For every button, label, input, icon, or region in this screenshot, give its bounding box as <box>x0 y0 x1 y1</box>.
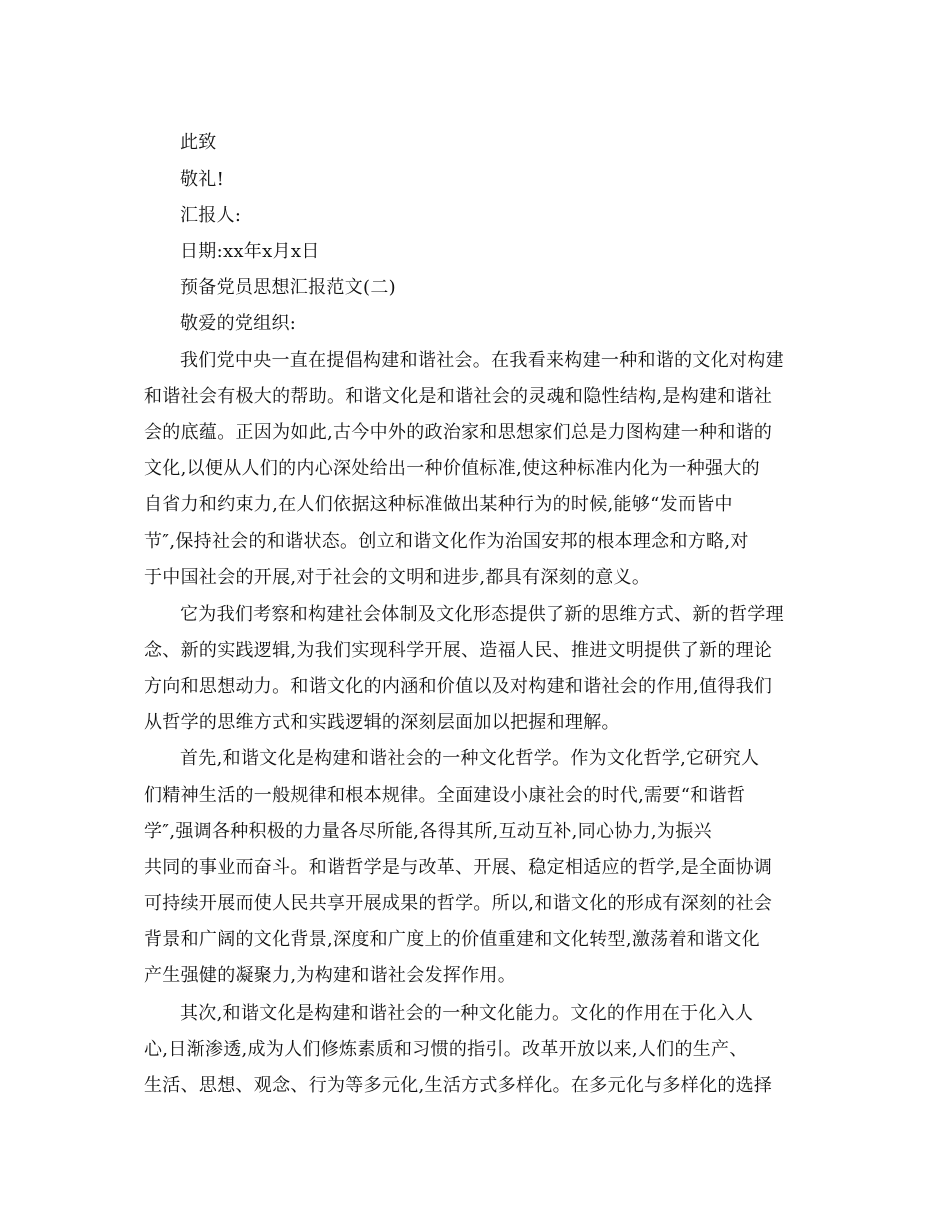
paragraph-3-line-6: 背景和广阔的文化背景,深度和广度上的价值重建和文化转型,激荡着和谐文化 <box>144 929 760 950</box>
date-line: 日期:xx年x月x日 <box>180 241 320 262</box>
paragraph-3-line-2: 们精神生活的一般规律和根本规律。全面建设小康社会的时代,需要“和谐哲 <box>144 785 746 806</box>
paragraph-3-line-1: 首先,和谐文化是构建和谐社会的一种文化哲学。作为文化哲学,它研究人 <box>180 748 760 769</box>
paragraph-3-line-3: 学″,强调各种积极的力量各尽所能,各得其所,互动互补,同心协力,为振兴 <box>144 821 712 842</box>
paragraph-2-line-3: 方向和思想动力。和谐文化的内涵和价值以及对构建和谐社会的作用,值得我们 <box>144 676 773 697</box>
paragraph-3-line-7: 产生强健的凝聚力,为构建和谐社会发挥作用。 <box>144 965 517 986</box>
section-title: 预备党员思想汇报范文(二) <box>180 277 396 298</box>
paragraph-3-line-4: 共同的事业而奋斗。和谐哲学是与改革、开展、稳定相适应的哲学,是全面协调 <box>144 857 773 878</box>
reporter-line: 汇报人: <box>180 205 242 226</box>
paragraph-4-line-3: 生活、思想、观念、行为等多元化,生活方式多样化。在多元化与多样化的选择 <box>144 1075 773 1096</box>
paragraph-1-line-7: 于中国社会的开展,对于社会的文明和进步,都具有深刻的意义。 <box>144 567 651 588</box>
paragraph-1-line-1: 我们党中央一直在提倡构建和谐社会。在我看来构建一种和谐的文化对构建 <box>180 350 784 371</box>
closing-salutation: 此致 <box>180 132 217 153</box>
paragraph-2-line-4: 从哲学的思维方式和实践逻辑的深刻层面加以把握和理解。 <box>144 712 620 733</box>
paragraph-2-line-1: 它为我们考察和构建社会体制及文化形态提供了新的思维方式、新的哲学理 <box>180 604 784 625</box>
paragraph-1-line-4: 文化,以便从人们的内心深处给出一种价值标准,使这种标准内化为一种强大的 <box>144 458 760 479</box>
paragraph-4-line-1: 其次,和谐文化是构建和谐社会的一种文化能力。文化的作用在于化入人 <box>180 1003 754 1024</box>
greeting-line: 敬爱的党组织: <box>180 313 297 334</box>
paragraph-1-line-2: 和谐社会有极大的帮助。和谐文化是和谐社会的灵魂和隐性结构,是构建和谐社 <box>144 386 773 407</box>
closing-regards: 敬礼! <box>180 169 225 190</box>
paragraph-1-line-3: 会的底蕴。正因为如此,古今中外的政治家和思想家们总是力图构建一种和谐的 <box>144 422 773 443</box>
paragraph-1-line-6: 节″,保持社会的和谐状态。创立和谐文化作为治国安邦的根本理念和方略,对 <box>144 531 749 552</box>
paragraph-3-line-5: 可持续开展而使人民共享开展成果的哲学。所以,和谐文化的形成有深刻的社会 <box>144 893 773 914</box>
paragraph-1-line-5: 自省力和约束力,在人们依据这种标准做出某种行为的时候,能够“发而皆中 <box>144 494 733 515</box>
paragraph-2-line-2: 念、新的实践逻辑,为我们实现科学开展、造福人民、推进文明提供了新的理论 <box>144 640 773 661</box>
paragraph-4-line-2: 心,日渐渗透,成为人们修炼素质和习惯的指引。改革开放以来,人们的生产、 <box>144 1039 748 1060</box>
